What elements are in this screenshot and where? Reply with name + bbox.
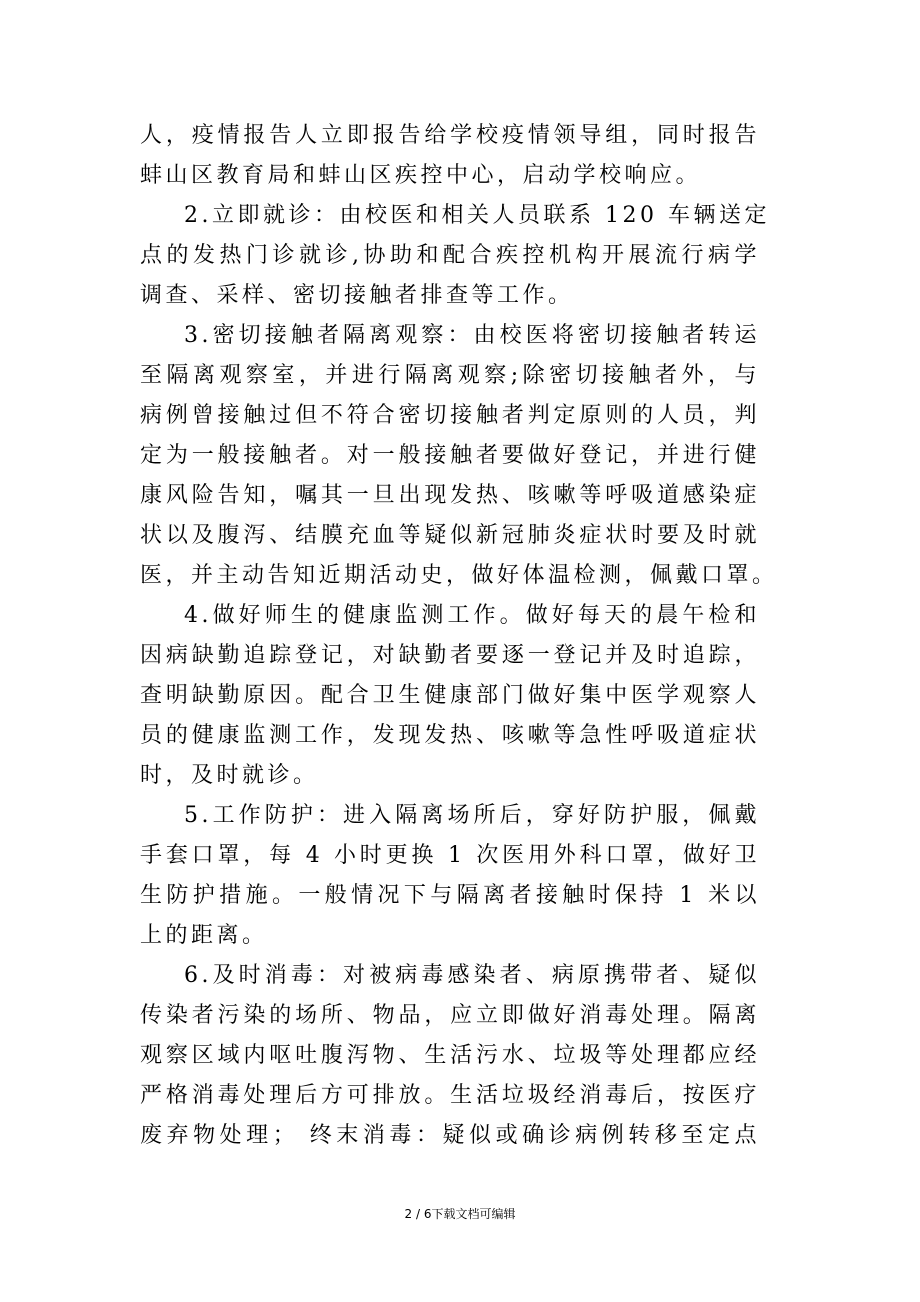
text-line: 调查、采样、密切接触者排查等工作。 (140, 283, 574, 308)
text-line: 员的健康监测工作，发现发热、咳嗽等急性呼吸道症状 (140, 723, 760, 748)
text-line: 定为一般接触者。对一般接触者要做好登记，并进行健 (140, 443, 760, 468)
text-line: 严格消毒处理后方可排放。生活垃圾经消毒后，按医疗 (140, 1083, 760, 1108)
text-line: 状以及腹泻、结膜充血等疑似新冠肺炎症状时要及时就 (140, 523, 760, 548)
text-line: 病例曾接触过但不符合密切接触者判定原则的人员，判 (140, 403, 760, 428)
text-line: 医，并主动告知近期活动史，做好体温检测，佩戴口罩。 (140, 563, 778, 588)
text-line: 至隔离观察室，并进行隔离观察;除密切接触者外，与 (140, 363, 760, 388)
text-line: 生防护措施。一般情况下与隔离者接触时保持 1 米以 (140, 883, 760, 908)
text-line: 手套口罩，每 4 小时更换 1 次医用外科口罩，做好卫 (140, 843, 760, 868)
text-line: 废弃物处理； 终末消毒：疑似或确诊病例转移至定点 (140, 1123, 760, 1148)
text-line: 查明缺勤原因。配合卫生健康部门做好集中医学观察人 (140, 683, 760, 708)
text-line: 点的发热门诊就诊,协助和配合疾控机构开展流行病学 (140, 243, 760, 268)
text-line: 3.密切接触者隔离观察：由校医将密切接触者转运 (184, 323, 760, 348)
text-line: 蚌山区教育局和蚌山区疾控中心，启动学校响应。 (140, 163, 702, 188)
text-line: 6.及时消毒：对被病毒感染者、病原携带者、疑似 (184, 963, 760, 988)
text-line: 时，及时就诊。 (140, 763, 319, 788)
text-line: 传染者污染的场所、物品，应立即做好消毒处理。隔离 (140, 1003, 760, 1028)
text-line: 因病缺勤追踪登记，对缺勤者要逐一登记并及时追踪， (140, 643, 760, 668)
document-body (140, 116, 778, 1156)
text-line: 5.工作防护：进入隔离场所后，穿好防护服，佩戴 (184, 803, 760, 828)
text-line: 观察区域内呕吐腹泻物、生活污水、垃圾等处理都应经 (140, 1043, 760, 1068)
page-footer: 2 / 6下载文档可编辑 (404, 1207, 516, 1221)
text-line: 人，疫情报告人立即报告给学校疫情领导组，同时报告 (140, 123, 760, 148)
text-line: 2.立即就诊：由校医和相关人员联系 120 车辆送定 (184, 203, 770, 228)
text-line: 康风险告知，嘱其一旦出现发热、咳嗽等呼吸道感染症 (140, 483, 760, 508)
text-line: 上的距离。 (140, 923, 268, 948)
text-line: 4.做好师生的健康监测工作。做好每天的晨午检和 (184, 603, 760, 628)
